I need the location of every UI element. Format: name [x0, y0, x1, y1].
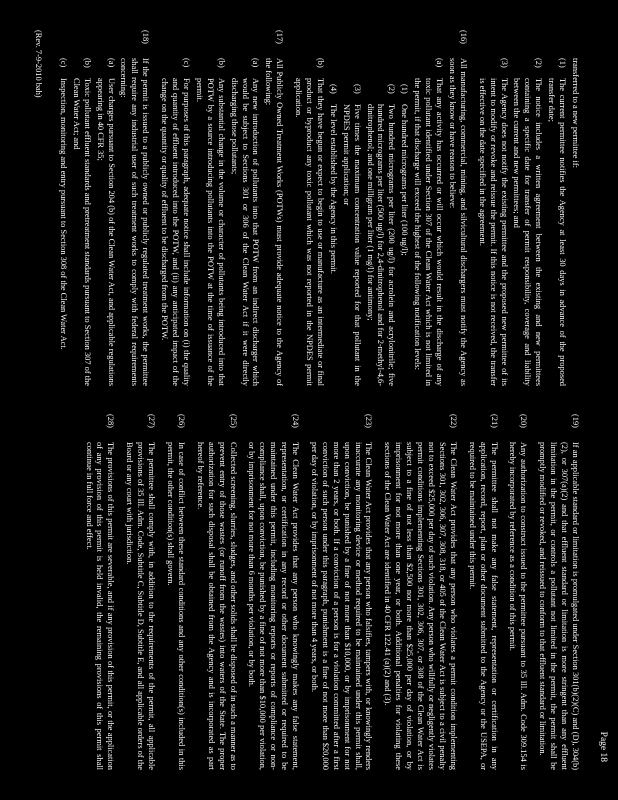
condition-22 [382, 414, 458, 770]
condition-17 [158, 30, 284, 386]
condition-number: (16) [458, 30, 468, 44]
sub-item: (3) Five times the maximum concentration value reported for that pollutant in the NPDES permit application; or [341, 84, 362, 386]
sub-item: (c) Inspection, monitoring and entry pursuant to Section 308 of the Clean Water Act. [58, 58, 68, 350]
condition-26-text: In case of conflict between these standard conditions and any other condition(s) included in this permit, the other condition(s) shall govern. [166, 442, 186, 770]
sub-item: (b) Toxic pollutant effluent standards and pretreatment standards pursuant to Section 307 of the Clean Water Act; and [71, 58, 92, 386]
condition-20 [507, 414, 529, 770]
condition-15-text: transferred to a new permittee if: [571, 58, 580, 168]
condition-number: (24) [291, 414, 301, 428]
condition-19-text: If an applicable standard or limitation is promulgated under Section 301(b)(2)(C) and (D), 304(b)(2), or 307(a)(2) and that effluent standard or limitation is more stringent than any effluent limitation in the permit, or controls a pollutant not limited in the permit, the permit shall be promptly modified or revoked, and reissued to conform to that effluent standard or limitation. [538, 442, 580, 770]
sub-item: (a) Any new introduction of pollutants into that POTW from an indirect discharger which would be subject to Sections 301 or 306 of the Clean Water Act if it were directly discharging those pollutants; [229, 58, 261, 386]
condition-15-continued [476, 30, 580, 386]
sub-item: (2) The notice includes a written agreement between the existing and new permittees containing a specific date for transfer of permit responsibility, coverage and liability between the current and new permittees; and [512, 58, 544, 386]
condition-25 [194, 414, 238, 770]
condition-23 [308, 414, 373, 770]
sub-item: (1) The current permittee notifies the Agency at least 30 days in advance of the proposed transfer date; [547, 58, 568, 386]
condition-20-text: Any authorization to construct issued to the permittee pursuant to 35 Ill. Adm. Code 309.154 is hereby incorporated by reference as a condition of this permit. [508, 442, 529, 770]
condition-28-text: The provisions of this permit are severable, and if any provision of this permit, or the application of any provision of this permit is held invalid, the remaining provisions of this permit shall continue in full force and effect. [84, 442, 116, 770]
sub-item: (1) One hundred micrograms per liter (100 ug/l); [400, 84, 410, 256]
condition-number: (21) [489, 414, 499, 428]
condition-number: (17) [275, 30, 285, 44]
right-column [75, 414, 580, 770]
condition-19 [536, 414, 580, 770]
condition-28 [83, 414, 116, 770]
condition-23-text: The Clean Water Act provides that any person who falsifies, tampers with, or knowingly renders inaccurate any monitoring device or method required to be maintained under this permit shall, upon conviction, be punished by a fine of not more than $10,000, or by imprisonment for not more than 2 years, or both. If a conviction of a person is for a violation committed after a first conviction of such person under this paragraph, punishment is a fine of not more than $20,000 per day of violation, or by imprisonment of not more than 4 years, or both. [309, 442, 374, 770]
sub-item: (4) The level established by the Agency in this permit. [328, 84, 338, 275]
condition-number: (22) [448, 414, 458, 428]
sub-item: (c) For purposes of this paragraph, adequate notice shall include information on (i) the quality and quantity of effluent introduced into the POTW, and (ii) any anticipated impact of the change on the quantity or quality of effluent to be discharged from the POTW. [160, 58, 191, 386]
condition-27 [123, 414, 156, 770]
sub-item: (a) That any activity has occurred or will occur which would result in the discharge of any toxic pollutant identified under Section 307 of the Clean Water Act which is not limited in the permit, if that discharge will exceed the highest of the following notification levels: [413, 58, 445, 386]
sub-item: (b) That they have begun or expect to begin to use or manufacture as an intermediate or final product or byproduct any toxic pollutant which was not reported in the NPDES permit application. [294, 58, 325, 386]
condition-number: (25) [228, 414, 238, 428]
sub-item: (a) User charges pursuant to Section 204 (b) of the Clean Water Act, and applicable regulations appearing in 40 CFR 35; [95, 58, 116, 386]
revision-note: (Rev. 7-9-2010 bah) [34, 30, 44, 98]
condition-number: (26) [176, 414, 186, 428]
condition-number: (27) [147, 414, 157, 428]
condition-24-text: The Clean Water Act provides that any person who knowingly makes any false statement, representation, or certification in any record or other document submitted or required to be maintained under this permit, including monitoring reports or reports of compliance or non-compliance shall, upon conviction, be punished by a fine of not more than $10,000 per violation, or by imprisonment for not more than 6 months per violation, or by both. [247, 442, 301, 770]
condition-25-text: Collected screening, slurries, sludges, and other solids shall be disposed of in such a manner as to prevent entry of those wastes (or runoff from the wastes) into waters of the State. The proper authorization for such disposal shall be obtained from the Agency and is incorporated as part hereof by reference. [195, 442, 238, 770]
sub-item: (2) Two hundred micrograms per liter (200 ug/l) for acrolein and acrylonitrile; five hundred micrograms per liter (500 ug/l) for 2,4-dinitrophenol and for 2-methyl-4,6-dinitrophenol; and one milligram per liter (1 mg/l) for antimony; [365, 84, 397, 386]
condition-18-text: If the permit is issued to a publicly owned or publicly regulated treatment works, the permittee shall require any industrial user of such treatment works to comply with federal requirements concerning: [119, 58, 151, 386]
condition-24 [246, 414, 301, 770]
sub-item: (3) The Agency does not notify the existing permittee and the proposed new permittee of its intent to modify or revoke and reissue the permit. If this notice is not received, the transfer is effective on the date specified in the agreement. [477, 58, 509, 386]
condition-27-text: The permittee shall comply with, in addition to the requirements of the permit, all applicable provisions of 35 Ill. Adm. Code, Subtitle C, Subtitle D, Subtitle E, and all applicable orders of the Board or any court with jurisdiction. [125, 442, 157, 770]
condition-17-text: All Publicly Owned Treatment Works (POTWs) must provide adequate notice to the Agency of the following: [264, 58, 285, 386]
condition-21 [466, 414, 499, 770]
condition-number: (18) [141, 30, 151, 44]
condition-number: (19) [571, 414, 580, 428]
left-column [32, 30, 580, 386]
sub-item: (b) Any substantial change in the volume or character of pollutants being introduced into that POTW by a source introducing pollutants into the POTW at the time of issuance of the permit. [194, 58, 226, 386]
page-number: Page 18 [598, 731, 608, 762]
condition-number: (20) [519, 414, 529, 428]
condition-22-text: The Clean Water Act provides that any person who violates a permit condition implementing Sections 301, 302, 306, 307, 308, 318, or 405 of the Clean Water Act is subject to a civil penalty not to exceed $25,000 per day of such violation. Any person who willfully or negligently violates permit conditions implementing Sections 301, 302, 306, 307, or 308 of the Clean Water Act is subject to a fine of not less than $2,500 nor more than $25,000 per day of violation, or by imprisonment for not more than one year, or both. Additional penalties for violating these sections of the Clean Water Act are identified in 40 CFR 122.41 (a)(2) and (3). [383, 442, 458, 770]
condition-16-text: All manufacturing, commercial, mining, and silvicultural dischargers must notify the Agency as soon as they know or have reason to believe: [447, 58, 468, 386]
condition-26 [164, 414, 186, 770]
condition-21-text: The permittee shall not make any false statement, representation or certification in any application, record, report, plan or other document submitted to the Agency or the USEPA, or required to be maintained under this permit. [467, 442, 499, 770]
condition-number: (28) [106, 414, 116, 428]
condition-number: (23) [364, 414, 374, 428]
condition-16 [292, 30, 468, 386]
condition-18 [57, 30, 150, 386]
